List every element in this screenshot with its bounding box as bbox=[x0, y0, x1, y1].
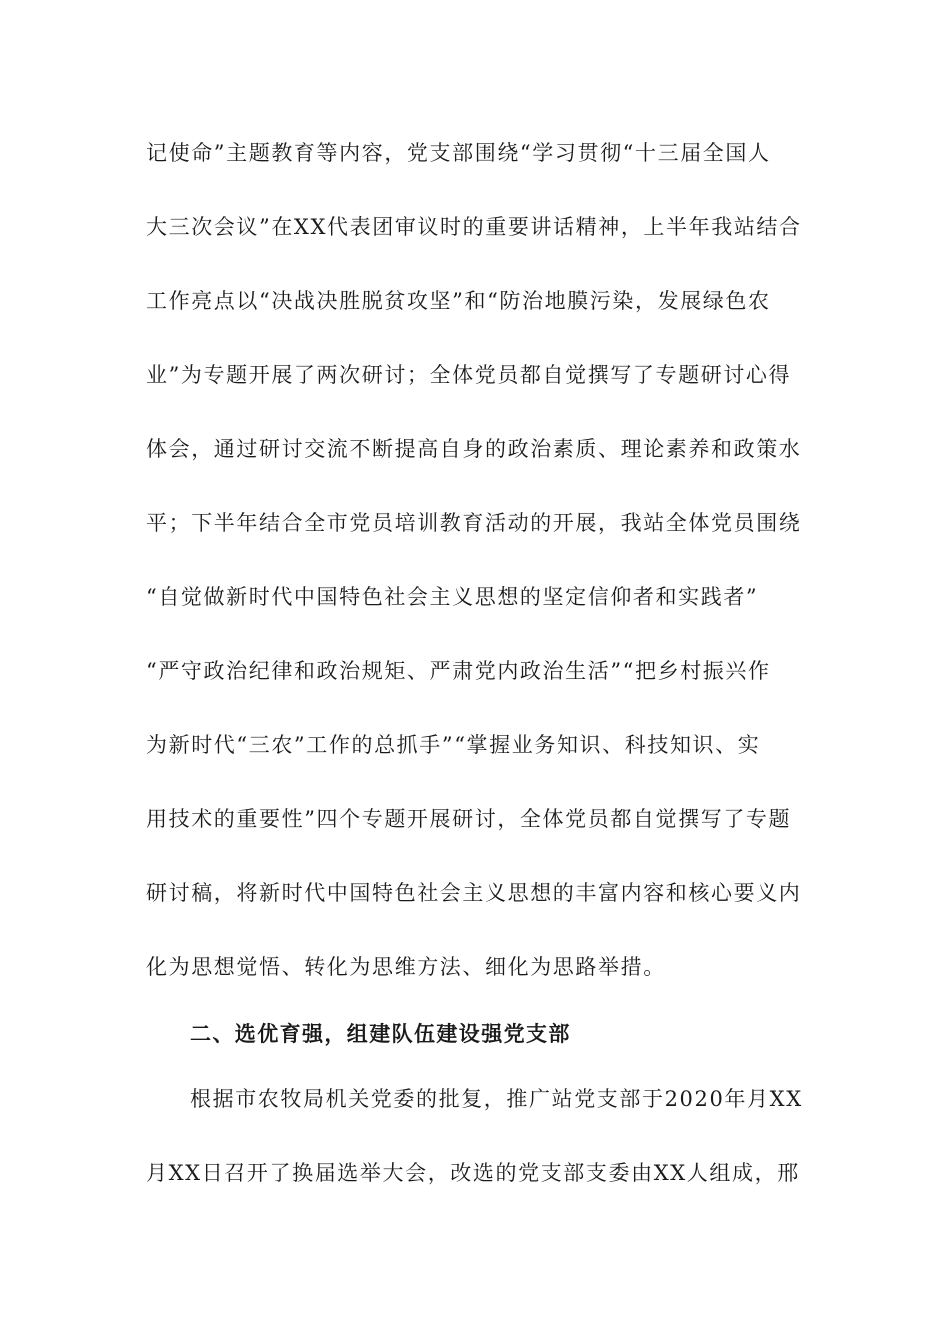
paragraph-line: 化为思想觉悟、转化为思维方法、细化为思路举措。 bbox=[146, 955, 666, 979]
paragraph-line: 平；下半年结合全市党员培训教育活动的开展，我站全体党员围绕 bbox=[146, 511, 802, 535]
paragraph-line: 用技术的重要性”四个专题开展研讨，全体党员都自觉撰写了专题 bbox=[146, 807, 792, 831]
paragraph-line: 研讨稿，将新时代中国特色社会主义思想的丰富内容和核心要义内 bbox=[146, 881, 802, 905]
paragraph-line: 记使命”主题教育等内容，党支部围绕“学习贯彻“十三届全国人 bbox=[146, 141, 771, 165]
paragraph-line: 为新时代“三农”工作的总抓手”“掌握业务知识、科技知识、实 bbox=[146, 733, 761, 757]
paragraph-line: 月XX日召开了换届选举大会，改选的党支部支委由XX人组成，邢 bbox=[146, 1161, 800, 1185]
paragraph-line: 工作亮点以“决战决胜脱贫攻坚”和“防治地膜污染，发展绿色农 bbox=[146, 289, 771, 313]
paragraph-line: 根据市农牧局机关党委的批复，推广站党支部于2020年月XX bbox=[190, 1087, 803, 1111]
paragraph-line: 业”为专题开展了两次研讨；全体党员都自觉撰写了专题研讨心得 bbox=[146, 363, 792, 387]
paragraph-line: “严守政治纪律和政治规矩、严肃党内政治生活”“把乡村振兴作 bbox=[146, 659, 771, 683]
paragraph-line: “自觉做新时代中国特色社会主义思想的坚定信仰者和实践者” bbox=[146, 585, 759, 609]
paragraph-line: 体会，通过研讨交流不断提高自身的政治素质、理论素养和政策水 bbox=[146, 437, 802, 461]
paragraph-line: 大三次会议”在XX代表团审议时的重要讲话精神，上半年我站结合 bbox=[146, 215, 802, 239]
section-heading: 二、选优育强，组建队伍建设强党支部 bbox=[190, 1022, 571, 1046]
